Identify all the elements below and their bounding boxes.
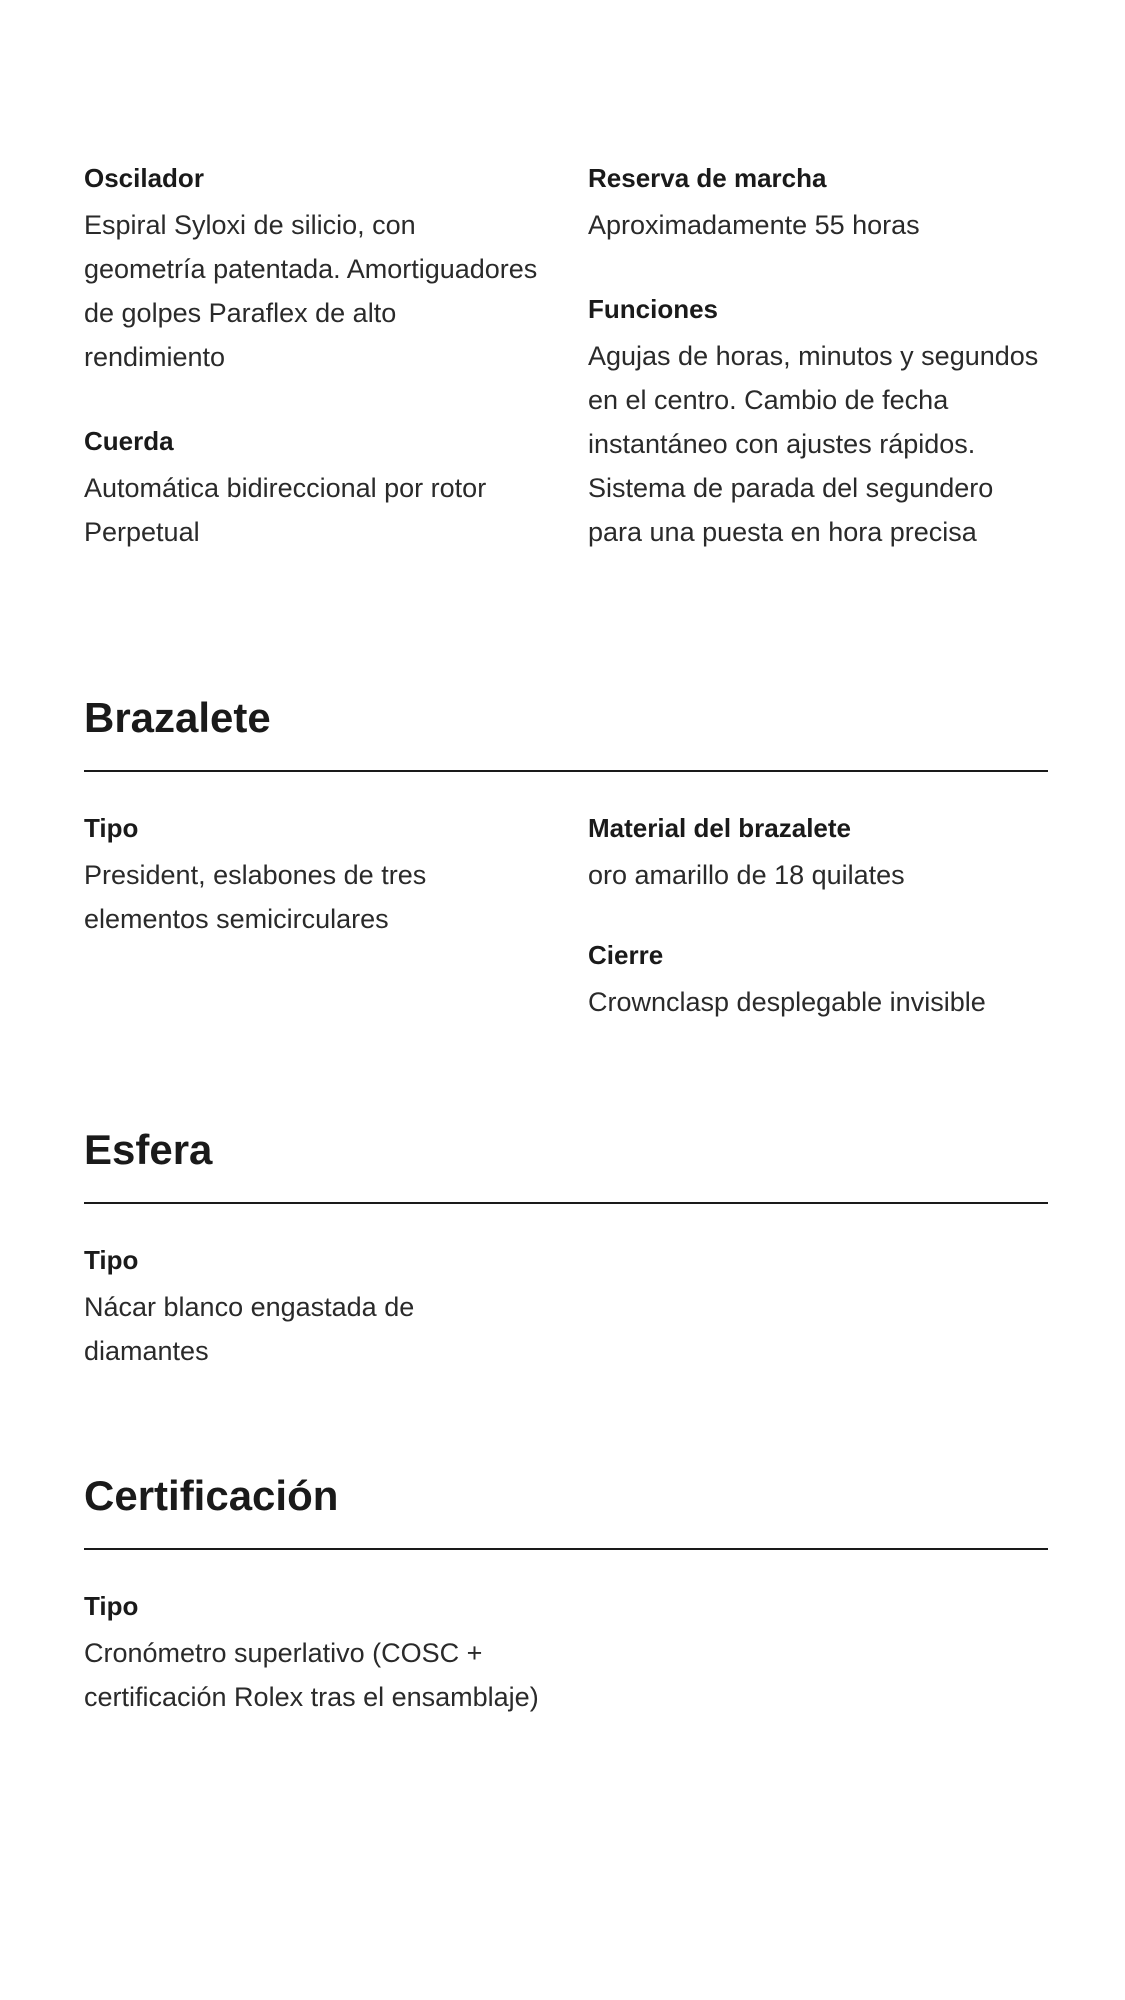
spec-bracelet-type — [84, 810, 544, 941]
spec-label: Tipo — [84, 813, 139, 843]
spec-label: Cuerda — [84, 426, 174, 456]
spec-oscillator — [84, 160, 544, 379]
section-title-dial: Esfera — [84, 1122, 1048, 1204]
dial-left-column — [84, 1242, 544, 1373]
bracelet-left-column — [84, 810, 544, 1024]
spec-label: Tipo — [84, 1591, 139, 1621]
spec-value: Espiral Syloxi de silicio, con geometría patentada. Amortiguadores de golpes Paraflex de alto rendimiento — [84, 210, 538, 372]
spec-label: Funciones — [588, 294, 719, 324]
spec-dial-type — [84, 1242, 544, 1373]
spec-functions — [588, 291, 1048, 554]
section-title-bracelet: Brazalete — [84, 690, 1048, 772]
movement-specs — [84, 160, 1048, 554]
spec-certification-type — [84, 1588, 544, 1719]
certification-left-column — [84, 1588, 544, 1719]
spec-value: Automática bidireccional por rotor Perpetual — [84, 473, 487, 547]
bracelet-right-column — [588, 810, 1048, 1024]
spec-value: Nácar blanco engastada de diamantes — [84, 1292, 415, 1366]
spec-value: Aproximadamente 55 horas — [588, 210, 920, 240]
spec-clasp — [588, 937, 1048, 1024]
spec-value: Cronómetro superlativo (COSC + certificación Rolex tras el ensamblaje) — [84, 1638, 539, 1712]
spec-label: Cierre — [588, 940, 664, 970]
bracelet-section — [84, 690, 1048, 1024]
spec-power-reserve — [588, 160, 1048, 247]
spec-label: Material del brazalete — [588, 813, 851, 843]
spec-value: Agujas de horas, minutos y segundos en el centro. Cambio de fecha instantáneo con ajustes rápidos. Sistema de parada del segundero para una puesta en hora precisa — [588, 341, 1039, 547]
dial-section — [84, 1122, 1048, 1373]
spec-value: oro amarillo de 18 quilates — [588, 860, 905, 890]
spec-label: Tipo — [84, 1245, 139, 1275]
spec-winding — [84, 423, 544, 554]
spec-label: Reserva de marcha — [588, 163, 827, 193]
movement-left-column — [84, 160, 544, 554]
certification-section — [84, 1468, 1048, 1719]
spec-value: President, eslabones de tres elementos semicirculares — [84, 860, 427, 934]
movement-right-column — [588, 160, 1048, 554]
spec-value: Crownclasp desplegable invisible — [588, 987, 986, 1017]
spec-label: Oscilador — [84, 163, 204, 193]
section-title-certification: Certificación — [84, 1468, 1048, 1550]
spec-bracelet-material — [588, 810, 1048, 897]
